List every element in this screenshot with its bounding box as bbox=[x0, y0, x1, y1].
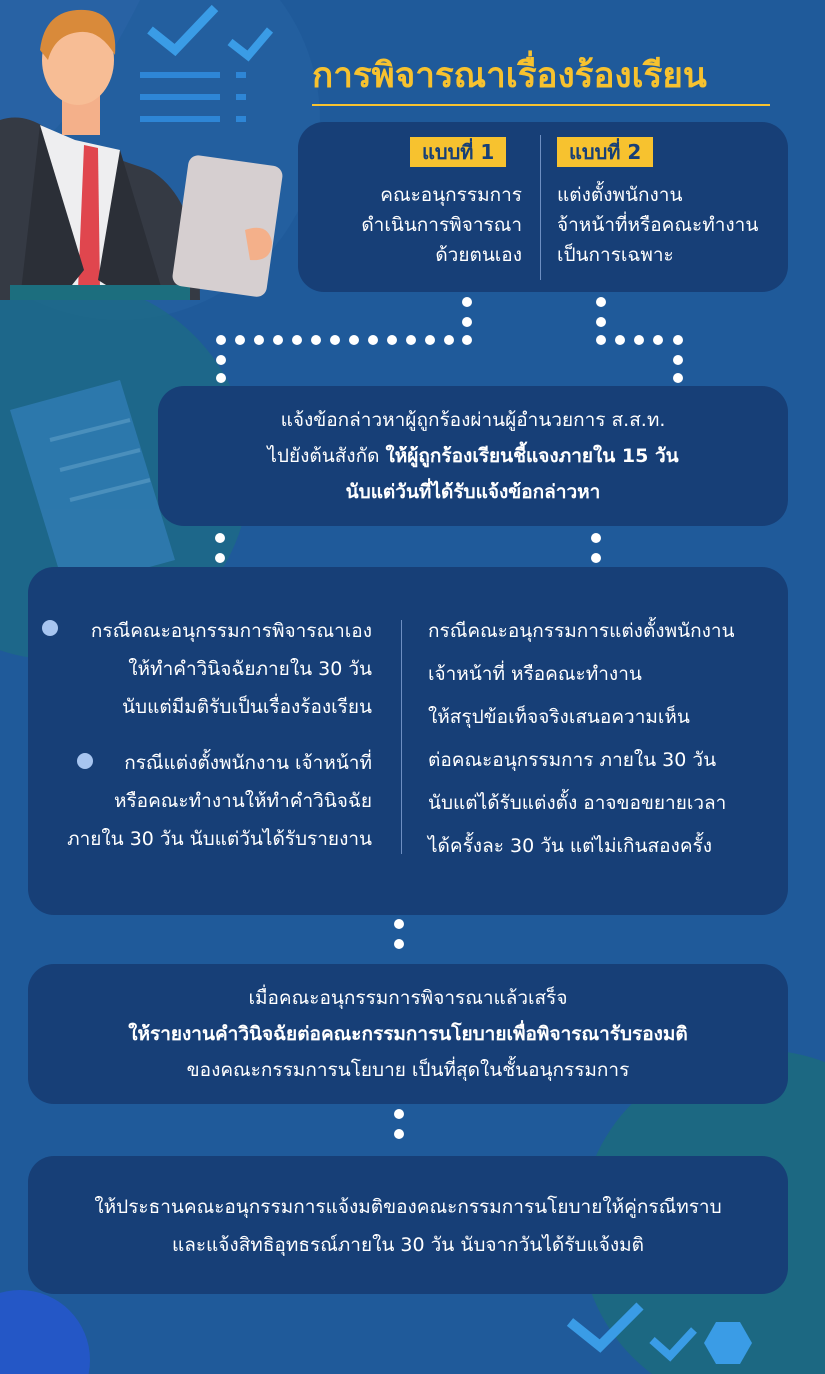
decision-right bbox=[428, 610, 780, 868]
decision-right-line: ต่อคณะอนุกรรมการ ภายใน 30 วัน bbox=[428, 749, 717, 771]
option1-line: คณะอนุกรรมการ bbox=[380, 184, 522, 206]
decision-right-line: เจ้าหน้าที่ หรือคณะทำงาน bbox=[428, 663, 642, 685]
option2-line: เป็นการเฉพาะ bbox=[557, 244, 674, 266]
option1-text bbox=[300, 180, 522, 270]
decision-left-line: ภายใน 30 วัน นับแต่วันได้รับรายงาน bbox=[67, 828, 372, 850]
decision-left-line: นับแต่มีมติรับเป็นเรื่องร้องเรียน bbox=[122, 696, 372, 718]
option1-tag: แบบที่ 1 bbox=[410, 137, 506, 167]
report-line: ให้รายงานคำวินิจฉัยต่อคณะกรรมการนโยบายเพื่อพิจารณารับรองมติ bbox=[128, 1023, 688, 1045]
decision-divider bbox=[401, 620, 402, 854]
option2-tag: แบบที่ 2 bbox=[557, 137, 653, 167]
tablet-icon bbox=[171, 154, 283, 298]
notify-line: ไปยังต้นสังกัด ให้ผู้ถูกร้องเรียนชี้แจงภายใน 15 วัน bbox=[267, 445, 679, 467]
report-text bbox=[28, 980, 788, 1088]
option2-line: จ้าหน้าที่หรือคณะทำงาน bbox=[557, 214, 759, 236]
report-line: ของคณะกรรมการนโยบาย เป็นที่สุดในชั้นอนุกรรมการ bbox=[186, 1059, 630, 1081]
decision-right-line: ได้ครั้งละ 30 วัน แต่ไม่เกินสองครั้ง bbox=[428, 835, 713, 857]
options-divider bbox=[540, 135, 541, 280]
notify-text bbox=[158, 402, 788, 510]
decision-left-line: กรณีคณะอนุกรรมการพิจารณาเอง bbox=[90, 620, 372, 642]
title-underline bbox=[312, 104, 770, 106]
final-line: และแจ้งสิทธิอุทธรณ์ภายใน 30 วัน นับจากวันได้รับแจ้งมติ bbox=[171, 1234, 645, 1256]
page-title: การพิจารณาเรื่องร้องเรียน bbox=[312, 56, 707, 96]
notify-line: นับแต่วันที่ได้รับแจ้งข้อกล่าวหา bbox=[345, 481, 601, 503]
decision-left-case1 bbox=[60, 612, 372, 726]
decision-right-line: นับแต่ได้รับแต่งตั้ง อาจขอขยายเวลา bbox=[428, 792, 727, 814]
decision-right-line: ให้สรุปข้อเท็จจริงเสนอความเห็น bbox=[428, 706, 690, 728]
option2-text bbox=[557, 180, 785, 270]
option1-line: ด้วยตนเอง bbox=[435, 244, 522, 266]
option2-line: แต่งตั้งพนักงาน bbox=[557, 184, 683, 206]
report-line: เมื่อคณะอนุกรรมการพิจารณาแล้วเสร็จ bbox=[248, 987, 568, 1009]
decision-left-line: หรือคณะทำงานให้ทำคำวินิจฉัย bbox=[113, 790, 372, 812]
final-line: ให้ประธานคณะอนุกรรมการแจ้งมติของคณะกรรมการนโยบายให้คู่กรณีทราบ bbox=[94, 1196, 722, 1218]
decision-left-line: กรณีแต่งตั้งพนักงาน เจ้าหน้าที่ bbox=[124, 752, 372, 774]
decision-left-line: ให้ทำคำวินิจฉัยภายใน 30 วัน bbox=[128, 658, 372, 680]
option1-line: ดำเนินการพิจารณา bbox=[361, 214, 522, 236]
decision-left-case2 bbox=[40, 744, 372, 858]
final-text bbox=[28, 1188, 788, 1264]
notify-line: แจ้งข้อกล่าวหาผู้ถูกร้องผ่านผู้อำนวยการ ส.ส.ท. bbox=[280, 409, 666, 431]
decision-right-line: กรณีคณะอนุกรรมการแต่งตั้งพนักงาน bbox=[428, 620, 735, 642]
